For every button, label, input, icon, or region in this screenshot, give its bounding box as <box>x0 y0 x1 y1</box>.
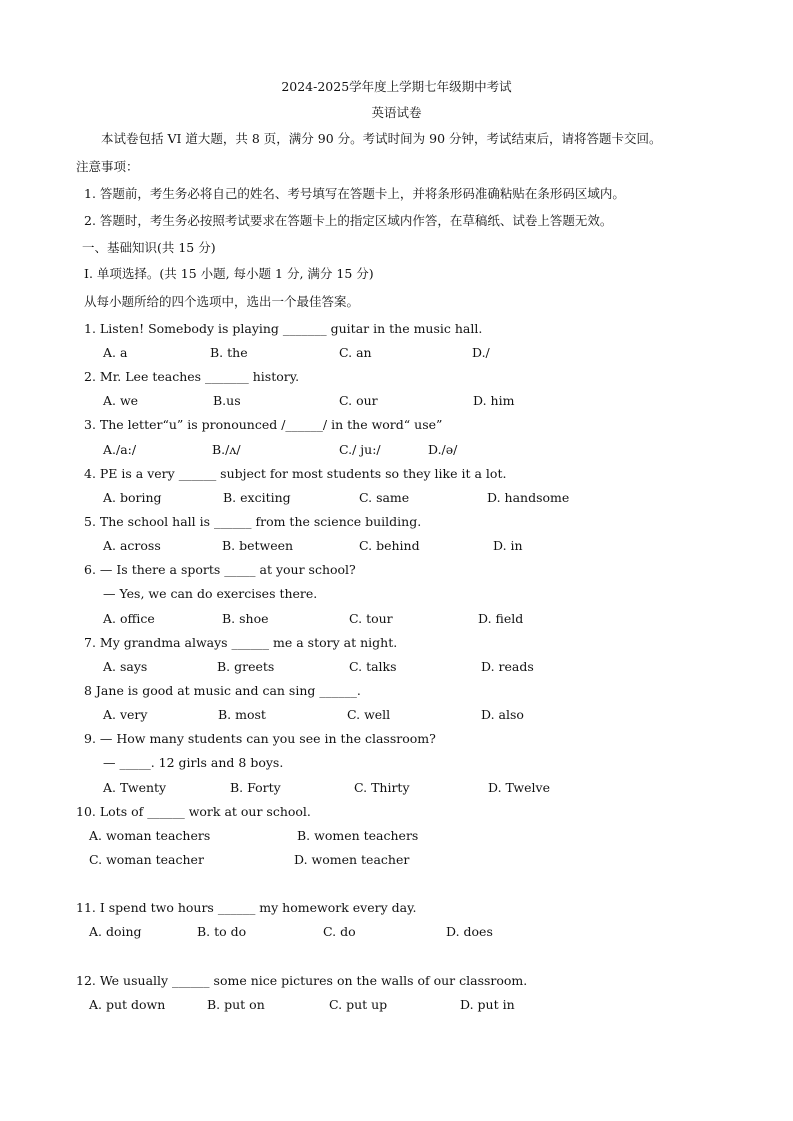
question-stem: 8 Jane is good at music and can sing ______. <box>84 683 361 698</box>
option-a: A. Twenty <box>103 780 167 795</box>
option-b: B. Forty <box>230 780 281 795</box>
option-c: C./ ju:/ <box>339 442 381 457</box>
option-a: A. a <box>103 345 128 360</box>
option-a: A. we <box>103 393 139 408</box>
notes-heading: 注意事项： <box>76 159 139 174</box>
question-stem: 5. The school hall is ______ from the science building. <box>84 514 422 529</box>
option-c: C. do <box>323 924 356 939</box>
option-a: A. put down <box>89 997 166 1012</box>
option-b: B./ʌ/ <box>212 442 241 457</box>
exam-subtitle: 英语试卷 <box>371 105 422 120</box>
option-c: C. talks <box>349 659 397 674</box>
question-stem: 11. I spend two hours ______ my homework every day. <box>76 900 417 915</box>
option-d: D. reads <box>481 659 534 674</box>
part-instruction: 从每小题所给的四个选项中，选出一个最佳答案。 <box>84 294 360 309</box>
question-stem: 12. We usually ______ some nice pictures on the walls of our classroom. <box>76 973 528 988</box>
question-stem-reply: — Yes, we can do exercises there. <box>103 586 318 601</box>
option-d: D. Twelve <box>488 780 550 795</box>
option-a: A. woman teachers <box>89 828 211 843</box>
question-stem: 3. The letter“u” is pronounced /______/ in the word“ use” <box>84 417 443 432</box>
option-b: B. greets <box>217 659 275 674</box>
option-a: A. doing <box>89 924 142 939</box>
option-c: C. woman teacher <box>89 852 204 867</box>
option-b: B. women teachers <box>297 828 419 843</box>
option-d: D./ <box>472 345 490 360</box>
note-item: 2. 答题时，考生务必按照考试要求在答题卡上的指定区域内作答，在草稿纸、试卷上答题无效。 <box>84 213 613 228</box>
question-stem: 1. Listen! Somebody is playing _______ guitar in the music hall. <box>84 321 483 336</box>
question-stem: 7. My grandma always ______ me a story at night. <box>84 635 398 650</box>
option-d: D./ə/ <box>428 442 458 457</box>
section-heading: 一、基础知识(共 15 分) <box>82 240 216 255</box>
option-c: C. behind <box>359 538 420 553</box>
option-d: D. put in <box>460 997 515 1012</box>
question-stem: 6. — Is there a sports _____ at your school? <box>84 562 356 577</box>
option-c: C. an <box>339 345 372 360</box>
option-b: B. put on <box>207 997 265 1012</box>
option-c: C. tour <box>349 611 393 626</box>
question-stem: 4. PE is a very ______ subject for most students so they like it a lot. <box>84 466 507 481</box>
question-stem-reply: — _____. 12 girls and 8 boys. <box>103 755 284 770</box>
option-c: C. put up <box>329 997 388 1012</box>
note-item: 1. 答题前，考生务必将自己的姓名、考号填写在答题卡上，并将条形码准确粘贴在条形码区域内。 <box>84 186 625 201</box>
question-stem: 10. Lots of ______ work at our school. <box>76 804 311 819</box>
exam-intro: 本试卷包括 VI 道大题，共 8 页，满分 90 分。考试时间为 90 分钟，考试结束后，请将答题卡交回。 <box>101 131 662 146</box>
exam-title: 2024-2025学年度上学期七年级期中考试 <box>281 79 512 94</box>
option-d: D. women teacher <box>294 852 410 867</box>
option-d: D. in <box>493 538 523 553</box>
option-d: D. does <box>446 924 493 939</box>
option-b: B.us <box>213 393 241 408</box>
option-a: A. very <box>103 707 148 722</box>
option-d: D. handsome <box>487 490 570 505</box>
part-heading: Ⅰ. 单项选择。(共 15 小题, 每小题 1 分, 满分 15 分) <box>84 266 374 281</box>
option-b: B. to do <box>197 924 247 939</box>
option-a: A./a:/ <box>103 442 137 457</box>
option-b: B. between <box>222 538 294 553</box>
option-b: B. exciting <box>223 490 291 505</box>
option-b: B. the <box>210 345 248 360</box>
option-c: C. well <box>347 707 391 722</box>
option-a: A. boring <box>103 490 162 505</box>
option-d: D. also <box>481 707 524 722</box>
option-c: C. same <box>359 490 410 505</box>
question-stem: 2. Mr. Lee teaches _______ history. <box>84 369 300 384</box>
option-d: D. him <box>473 393 515 408</box>
option-b: B. most <box>218 707 266 722</box>
option-a: A. office <box>103 611 155 626</box>
option-c: C. Thirty <box>354 780 410 795</box>
option-a: A. across <box>103 538 161 553</box>
option-d: D. field <box>478 611 524 626</box>
option-c: C. our <box>339 393 378 408</box>
question-stem: 9. — How many students can you see in the classroom? <box>84 731 436 746</box>
option-b: B. shoe <box>222 611 269 626</box>
option-a: A. says <box>103 659 148 674</box>
